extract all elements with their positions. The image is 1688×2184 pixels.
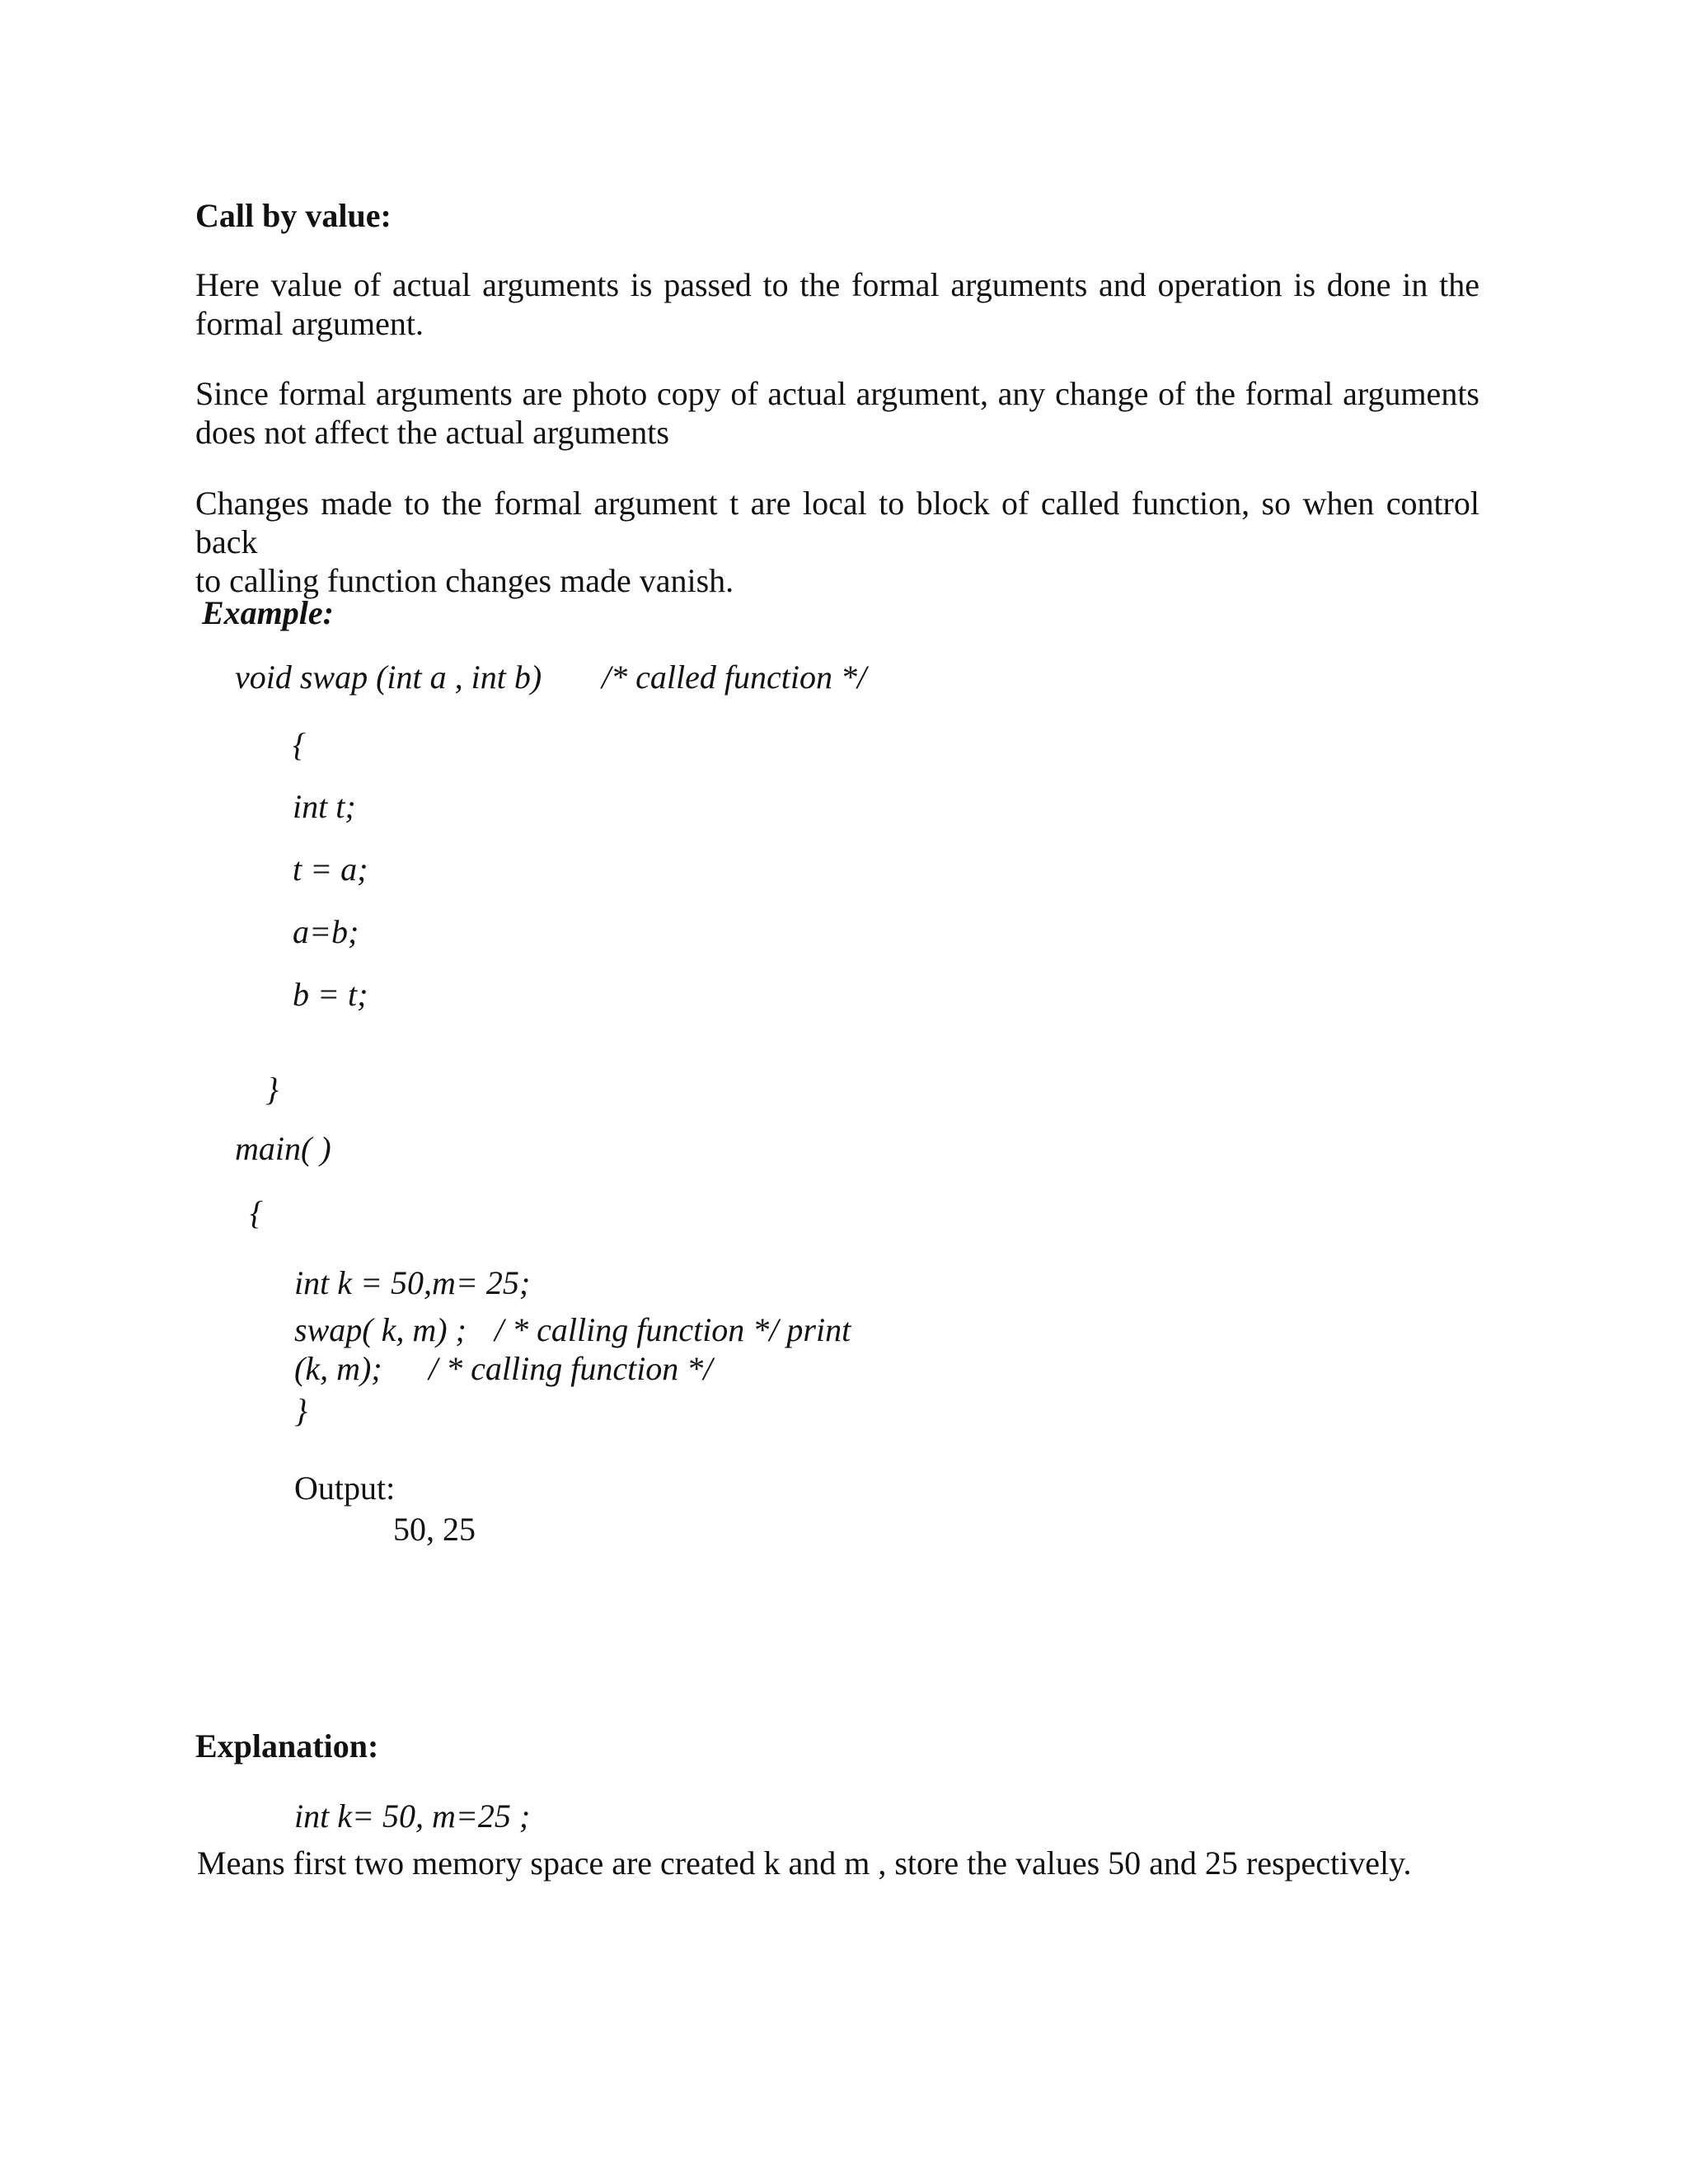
- paragraph-3-line-1: Changes made to the formal argument t are local to block of called function, so when control back: [195, 485, 1479, 560]
- paragraph-1-line-2: formal argument.: [195, 305, 424, 342]
- paragraph-3: [195, 484, 1479, 600]
- code-assign-t: t = a;: [293, 851, 368, 888]
- code-print-args: (k, m);: [294, 1350, 382, 1387]
- code-main: main( ): [235, 1130, 331, 1167]
- paragraph-1-line-1: Here value of actual arguments is passed to the formal arguments and operation is done in the: [195, 266, 1479, 303]
- paragraph-2-line-1: Since formal arguments are photo copy of actual argument, any change of the formal arguments: [195, 375, 1479, 412]
- paragraph-1: [195, 265, 1479, 343]
- code-main-open-brace: {: [250, 1194, 263, 1231]
- code-print-comment: / * calling function */: [429, 1350, 713, 1387]
- section-heading: Call by value:: [195, 197, 392, 234]
- output-label: Output:: [294, 1469, 396, 1507]
- code-swap-comment: / * calling function */ print: [495, 1311, 851, 1348]
- paragraph-2-line-2: does not affect the actual arguments: [195, 414, 669, 451]
- explanation-heading: Explanation:: [195, 1727, 379, 1765]
- example-label: Example:: [202, 594, 334, 631]
- code-main-close-brace: }: [294, 1392, 307, 1429]
- paragraph-2: [195, 374, 1479, 452]
- code-open-brace: {: [293, 726, 306, 763]
- code-decl-km: int k = 50,m= 25;: [294, 1264, 531, 1301]
- explanation-code: int k= 50, m=25 ;: [294, 1797, 531, 1835]
- explanation-text: Means first two memory space are created k and m , store the values 50 and 25 respectively.: [197, 1844, 1412, 1882]
- code-decl-t: int t;: [293, 788, 356, 825]
- code-close-brace: }: [265, 1071, 279, 1108]
- code-swap-call: swap( k, m) ;: [294, 1311, 467, 1348]
- code-swap-signature: void swap (int a , int b): [235, 658, 542, 696]
- code-assign-a: a=b;: [293, 913, 359, 950]
- paragraph-3-line-2: to calling function changes made vanish.: [195, 562, 734, 599]
- output-value: 50, 25: [393, 1511, 476, 1548]
- code-assign-b: b = t;: [293, 976, 368, 1013]
- code-signature-comment: /* called function */: [602, 658, 867, 696]
